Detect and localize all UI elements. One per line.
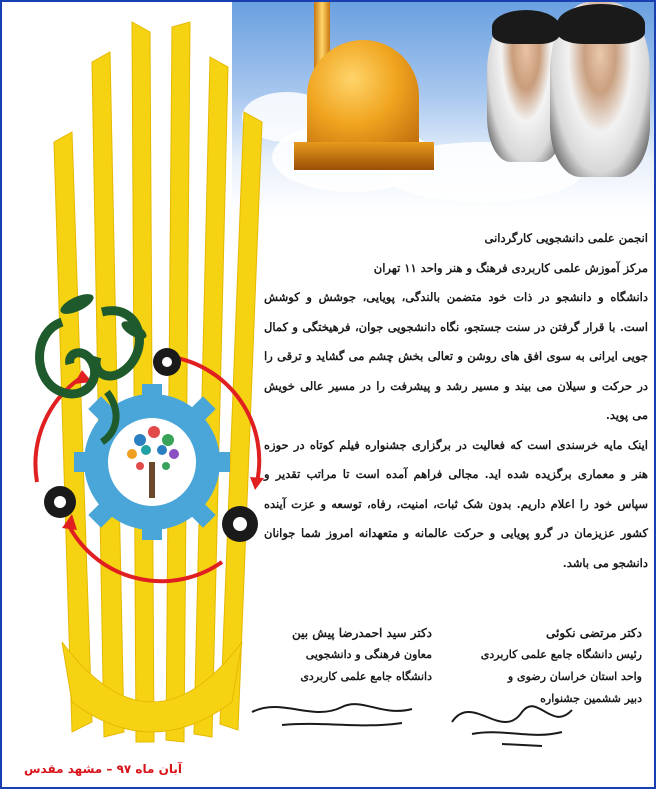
date-place-label: آبان ماه ۹۷ – مشهد مقدس	[24, 762, 182, 776]
addressee-line: انجمن علمی دانشجویی کارگردانی	[484, 231, 648, 245]
small-gear-icon	[153, 348, 181, 376]
signatory-name: دکتر سید احمدرضا پیش بین	[292, 626, 432, 640]
small-gear-icon	[222, 506, 258, 542]
small-gear-icon	[44, 486, 76, 518]
signatory-title: دانشگاه جامع علمی کاربردی	[300, 670, 432, 683]
association-logo	[22, 292, 282, 602]
signatory-title: واحد استان خراسان رضوی و	[507, 670, 642, 683]
shrine-base-image	[294, 142, 434, 170]
signatory-title: دبیر ششمین جشنواره	[540, 692, 642, 705]
handwritten-signature-left	[242, 677, 422, 737]
letter-paragraph: دانشگاه و دانشجو در ذات خود متضمن بالندگی، پویایی، جوشش و کوشش است. با قرار گرفتن در سنت جستجو، نگاه دانشجویی جوان، فرهیختگی و کمال جویی ایرانی به سوی افق های روشن و تعالی بخش چشم می گشاید و ترقی را در حرکت و سیلان می بیند و مسیر رشد و پیشرفت را در مسیر عالی خویش می پوید.	[264, 290, 648, 422]
turban-left	[492, 10, 560, 44]
golden-dome-image	[307, 40, 419, 152]
signatory-title: رئیس دانشگاه جامع علمی کاربردی	[480, 648, 642, 661]
handwritten-signature-right	[442, 682, 582, 752]
arrow-head	[250, 477, 264, 490]
turban-right	[557, 4, 645, 44]
addressee-line: مرکز آموزش علمی کاربردی فرهنگ و هنر واحد ۱۱ تهران	[373, 260, 648, 275]
letter-paragraph: اینک مایه خرسندی است که فعالیت در برگزاری جشنواره فیلم کوتاه در حوزه هنر و معماری برگزیده شده اید. مجالی فراهم آمده است تا مراتب تقدیر و سپاس خود را اعلام داریم. بدون شک ثبات، امنیت، رفاه، توسعه و عزت آینده کشور عزیزمان در گرو پویایی و حرکت عالمانه و متعهدانه امروز شما جوانان دانشجو می باشد.	[264, 437, 648, 570]
letter-body	[264, 224, 648, 578]
signatory-title: معاون فرهنگی و دانشجویی	[305, 648, 432, 661]
signatory-name: دکتر مرتضی نکوئی	[546, 626, 642, 640]
